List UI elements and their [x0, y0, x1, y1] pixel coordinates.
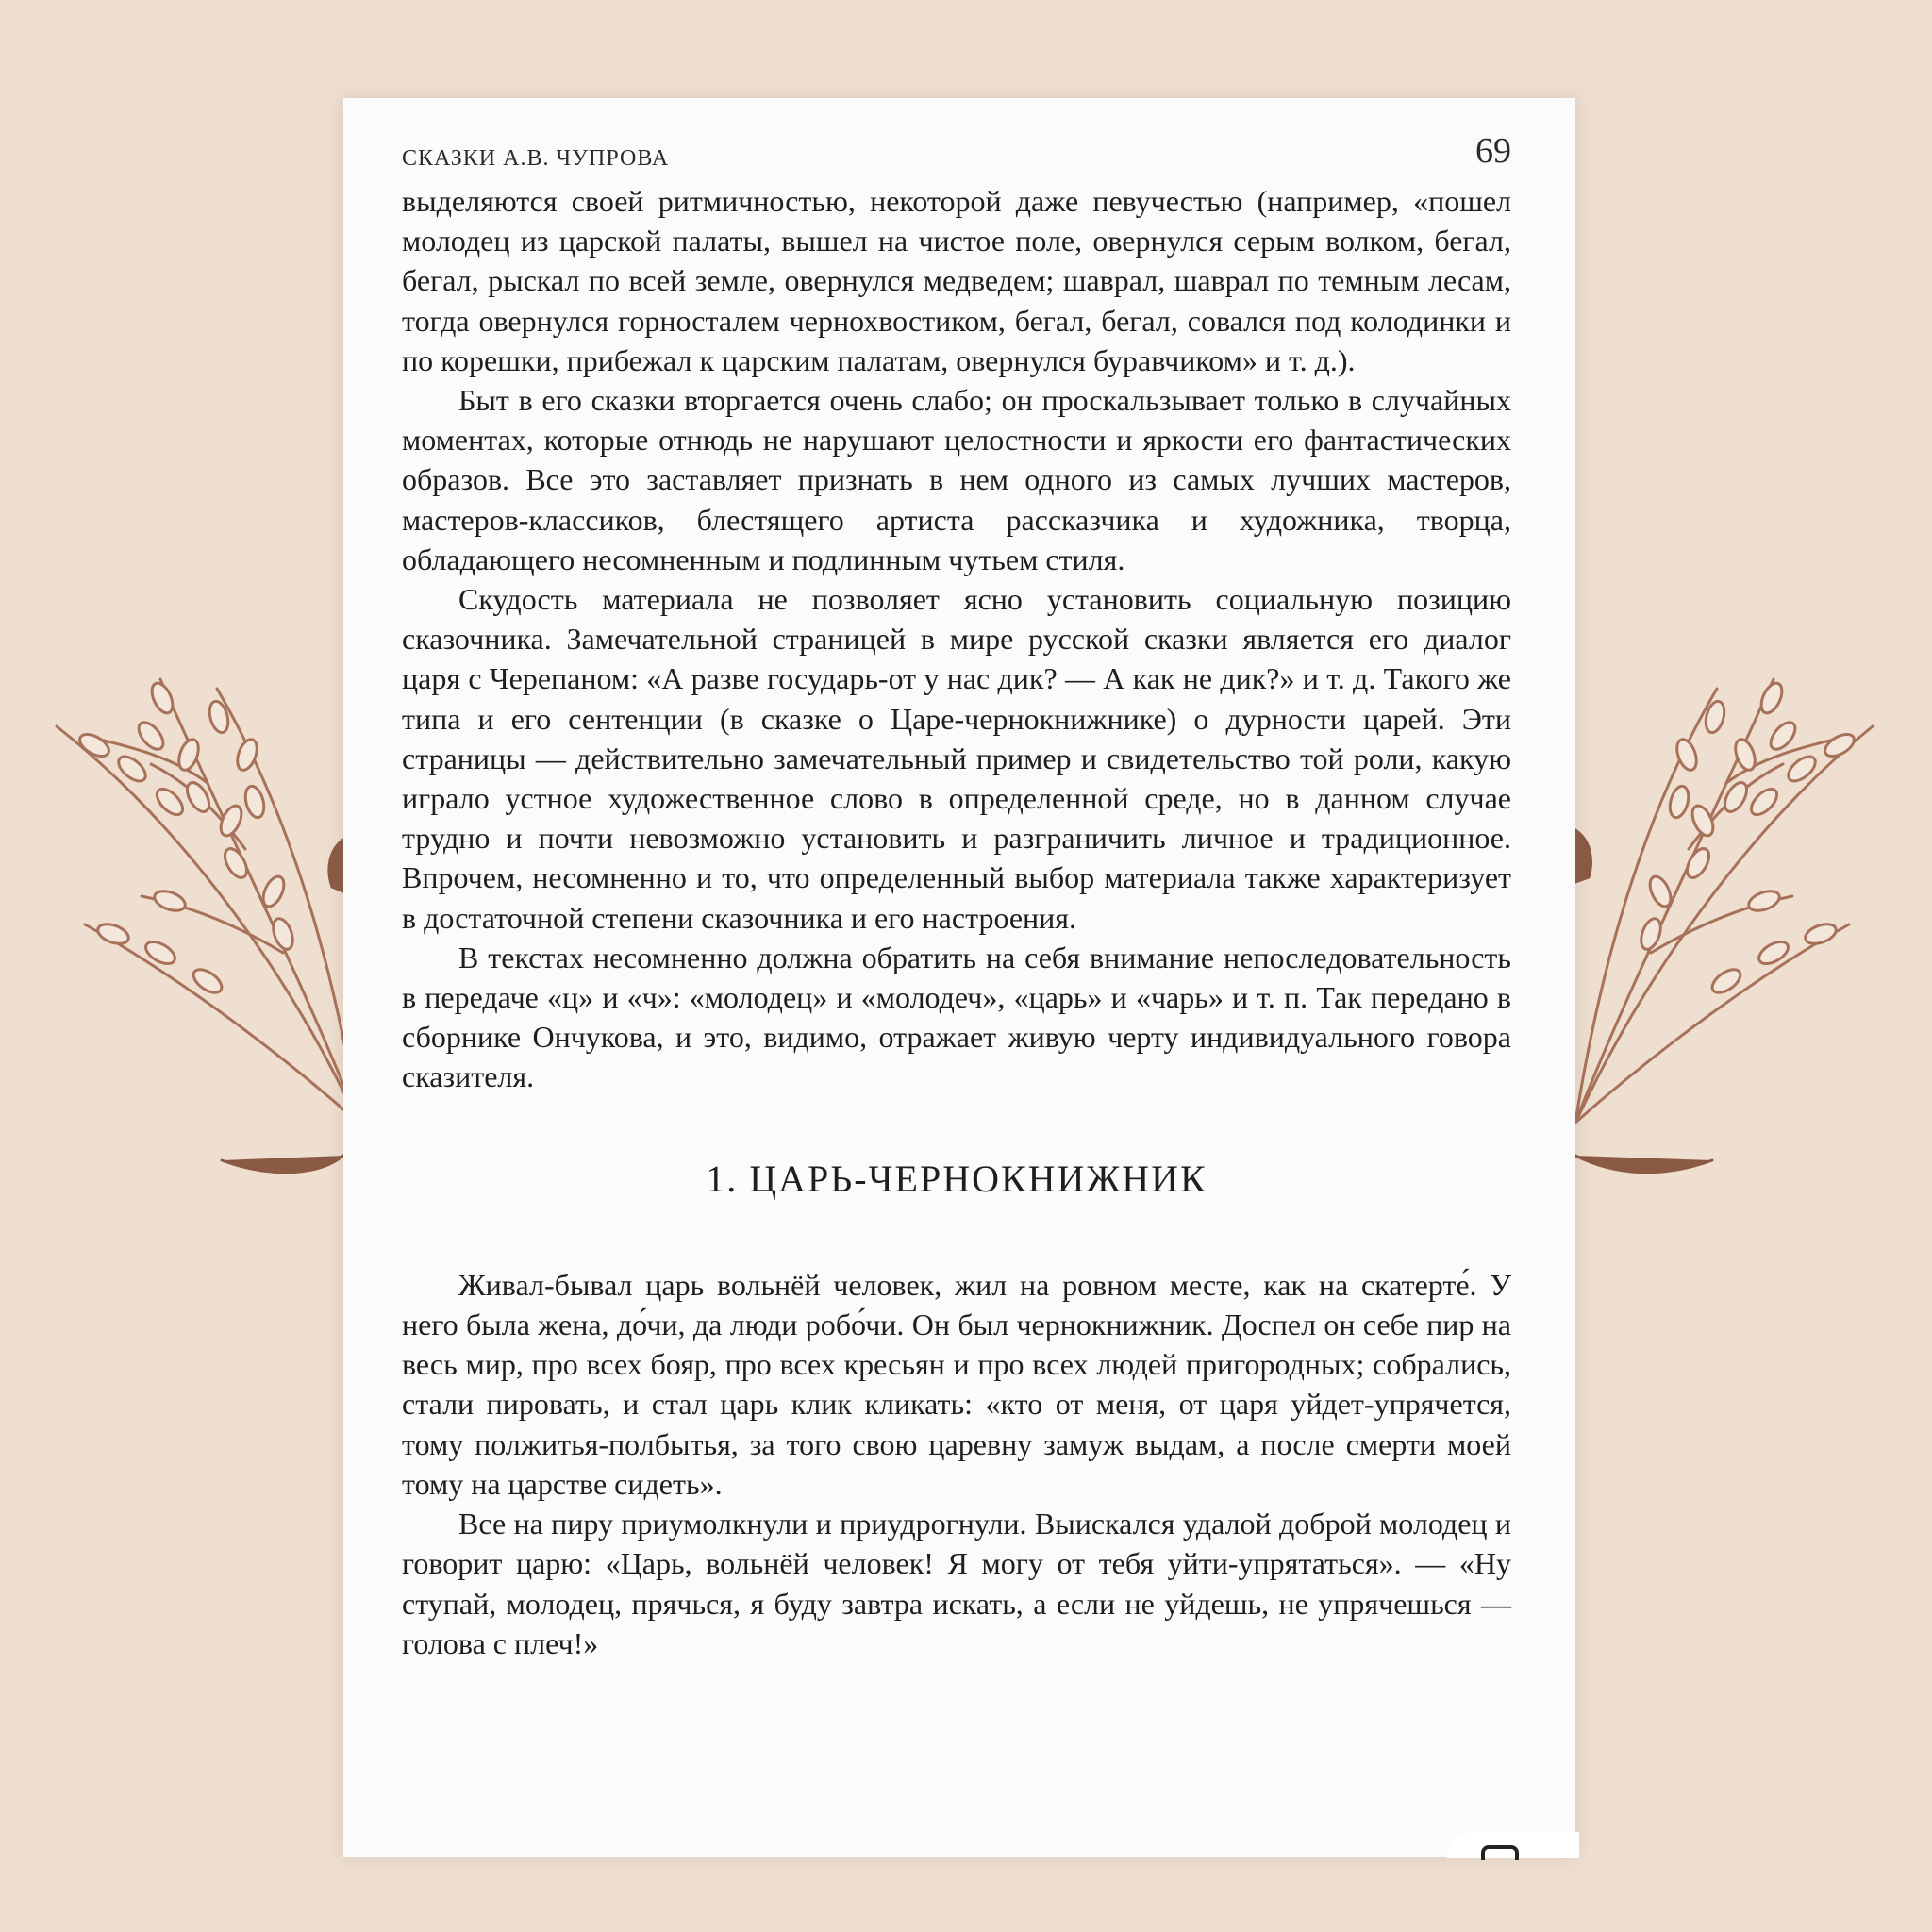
willow-branch-left-icon	[57, 679, 358, 1173]
running-head: СКАЗКИ А.В. ЧУПРОВА	[402, 146, 670, 171]
book-page	[343, 98, 1575, 1857]
corner-overlay	[1447, 1832, 1579, 1858]
paragraph-1: выделяются своей ритмичностью, некоторой даже певучестью (например, «пошел молодец из царской палаты, вышел на чистое поле, овернулся серым волком, бегал, бегал, рыскал по всей земле, овернулся медведем; шаврал, шаврал по темным лесам, тогда овернулся горносталем чернохвостиком, бегал, бегал, совался под колодинки и по корешки, прибежал к царским палатам, овернулся буравчиком» и т. д.).	[402, 184, 1511, 377]
willow-branch-right-icon	[1575, 679, 1873, 1173]
paragraph-5: Живал-бывал царь вольнёй человек, жил на ровном месте, как на скатерте́. У него была жена, до́чи, да люди робо́чи. Он был чернокнижник. Доспел он себе пир на весь мир, про всех бояр, про всех кресьян и про всех людей пригородных; собрались, стали пировать, и стал царь клик кликать: «кто от меня, от царя уйдет-упрячется, тому полжитья-полбытья, за того свою царевну замуж выдам, а после смерти моей тому на царстве сидеть».	[402, 1267, 1511, 1501]
paragraph-6: Все на пиру приумолкнули и приудрогнули. Выискался удалой доброй молодец и говорит царю: «Царь, вольнёй человек! Я могу от тебя уйти-упрятаться». — «Ну ступай, молодец, прячься, я буду завтра искать, а если не уйдешь, не упрячешься — голова с плеч!»	[402, 1507, 1511, 1660]
page-header	[402, 115, 1511, 172]
chapter-title: 1. ЦАРЬ-ЧЕРНОКНИЖНИК	[706, 1157, 1208, 1200]
paragraph-2: Быт в его сказки вторгается очень слабо; он проскальзывает только в случайных моментах, которые отнюдь не нарушают целостности и яркости его фантастических образов. Все это заставляет признать в нем одного из самых лучших мастеров, мастеров-классиков, блестящего артиста рассказчика и художника, творца, обладающего несомненным и подлинным чутьем стиля.	[402, 383, 1511, 576]
paragraph-3: Скудость материала не позволяет ясно установить социальную позицию сказочника. Замечательной страницей в мире русской сказки является его диалог царя с Черепаном: «А разве государь-от у нас дик? — А как не дик?» и т. д. Такого же типа и его сентенции (в сказке о Царе-чернокнижнике) о дурности царей. Эти страницы — действительно замечательный пример и свидетельство той роли, какую играло устное художественное слово в определенной среде, но в данном случае трудно и почти невозможно установить и разграничить личное и традиционное. Впрочем, несомненно и то, что определенный выбор материала также характеризует в достаточной степени сказочника и его настроения.	[402, 582, 1511, 935]
page-text	[402, 181, 1511, 1663]
page-number: 69	[1475, 131, 1511, 171]
paragraph-4: В текстах несомненно должна обратить на себя внимание непоследовательность в передаче «ц» и «ч»: «молодец» и «молодеч», «царь» и «чарь» и т. п. Так передано в сборнике Ончукова, и это, видимо, отражает живую черту индивидуального говора сказителя.	[402, 940, 1511, 1094]
overlay-icon	[1481, 1845, 1519, 1860]
